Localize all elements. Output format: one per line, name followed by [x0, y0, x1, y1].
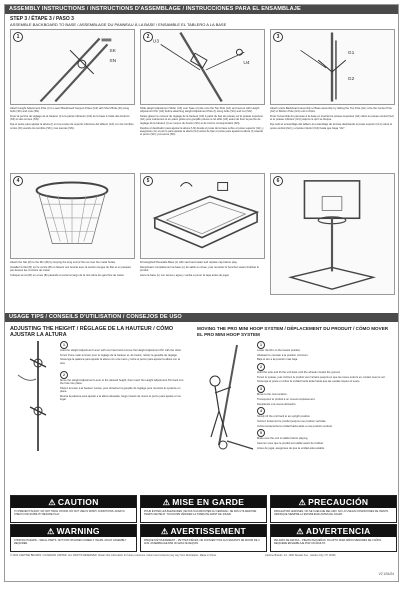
moving-section	[197, 326, 394, 451]
step-text-fr: Placez le levier à la hauteur voulue, puis réinsérez la goupille de réglage pour remettre le système en place.	[60, 386, 181, 394]
legal-text: © 2024 LIFETIME BRANDS / CANADIAN LIMITED. ALL RIGHTS RESERVED. Retain this information for future reference. Colors and contents may vary from illustrations. Made in China.	[10, 554, 217, 557]
step-subtitle: ASSEMBLE BACKBOARD TO BASE / ASSEMBLAGE DU PANNEAU À LA BASE / ENSAMBLE EL TABLERO A LA BASE	[10, 22, 227, 27]
step-text-fr: Fixez l'ensemble du panneau à la base en insérant le poteau supérieur (G1) dans le poteau central (G2) et le poteau inférieur (G3) jusqu'à ce qu'il se bloque.	[270, 115, 394, 122]
step-text-fr: Installez le filet (R) sur le cercle (B) en faisant une boucle avec la section longue du filet et en passant par dessus les crochets de métal.	[10, 265, 131, 273]
step-text-en: Hold the Height Adjustment Lever with one hand and remove the Height Adjustment Pin with the other.	[60, 349, 182, 352]
step-panel-5	[140, 173, 265, 279]
warning-text: RISQUE D'ÉTOUFFEMENT – PETITES PIÈCES. NE CONVIENT PAS AUX ENFANTS DE MOINS DE 3 ANS. ASSEMBLAGE PAR UN ADULTE REQUIS.	[144, 538, 260, 545]
svg-text:U4: U4	[243, 61, 250, 67]
step-panel-4	[10, 173, 135, 279]
step-text-en: Make sure the unit is stable before playing.	[257, 437, 309, 441]
step-text-es: Deslice el deslizador para ajustar la altura (U3) desde el poste de la base sobre el poste superior (G1) y asegúrelo con el perno para ajustar la altura (U4) antes de fijar el poste para ajustar la altura (I) usando el perno (SK) y la tuerca (SN).	[140, 126, 264, 137]
step-text-en: Hold the pole and tilt the unit back until the wheels contact the ground.	[257, 371, 341, 375]
svg-text:G2: G2	[347, 76, 355, 82]
step-2-illustration	[140, 29, 265, 105]
step-text-fr: Tenez d'une main le levier pour le réglage de la hauteur et, de l'autre, retirez la goupille de réglage.	[60, 353, 178, 357]
step-text-es: Mueva la palanca para ajustar a la altura deseada, luego inserte de nuevo el perno para ajustar en su lugar.	[60, 394, 182, 402]
step-1-text	[10, 107, 135, 130]
step-title: STEP 3 / ÉTAPE 3 / PASO 3	[10, 16, 74, 22]
step-text-es: Baje el aro a la posición más baja.	[257, 358, 298, 362]
moving-steps	[257, 341, 392, 451]
move-step-1	[257, 341, 392, 362]
svg-text:SK: SK	[109, 49, 116, 55]
step-text-es: Desplácelo a la nueva ubicación.	[257, 402, 297, 406]
move-step-3	[257, 385, 392, 406]
svg-text:SN: SN	[109, 59, 117, 65]
step-text-fr: Faites glisser le curseur de réglage de la hauteur (U3) à partir du bas du poteau sur le poteau supérieur (G1) puis maintenez-le en place grâce à la goupille prévue à cet effet (U4) avant de fixer la perche de réglage de la hauteur (I) au moyen du boulon (SK) et de l'écrou correspondant (SN).	[140, 115, 264, 125]
adjust-height-title: ADJUSTING THE HEIGHT / RÉGLAGE DE LA HAUTEUR / CÓMO AJUSTAR LA ALTURA	[10, 326, 174, 338]
step-4-text	[10, 261, 135, 277]
step-1-illustration	[10, 29, 135, 105]
avertissement-box	[140, 524, 267, 552]
assembly-title-bar: ASSEMBLY INSTRUCTIONS / INSTRUCTIONS D'ASSEMBLAGE / INSTRUCCIONES PARA EL ENSAMBLAJE	[5, 5, 398, 14]
move-step-5	[257, 429, 392, 450]
caution-box	[10, 495, 137, 523]
step-5-text	[140, 261, 265, 277]
usage-tips-bar: USAGE TIPS / CONSEILS D'UTILISATION / CONSEJOS DE USO	[5, 313, 398, 322]
step-text-en: Attach entire Backboard assembly to Base assembly by sliding the Top Pole (G1) onto the Center Pole (G2) in Bottom Pole (G3) until it clicks.	[270, 107, 392, 114]
warning-label: MISE EN GARDE	[172, 497, 245, 507]
height-lever-drawing	[10, 341, 60, 451]
step-text-en: Lower the Rim to the lowest position.	[257, 349, 301, 352]
step-number: 1	[13, 32, 23, 42]
step-text-fr: Abaissez le cerceau à la position minimum.	[257, 353, 309, 357]
step-number: 4	[257, 407, 265, 415]
step-panel-3	[270, 29, 395, 132]
step-text-fr: Inclinez lentement le produit jusqu'à une position verticale.	[257, 419, 327, 423]
step-number: 1	[60, 341, 68, 349]
warning-text: TO PREVENT INJURY, DO NOT HANG ON RIM. DO NOT USE IN WINDY CONDITIONS. ALWAYS CHECK FOR STABILITY BEFORE PLAY.	[14, 509, 125, 516]
step-panel-2	[140, 29, 265, 138]
step-text-fr: Transportez le produit à un nouvel emplacement.	[257, 397, 316, 401]
step-text-fr: Remplissez complètement la base (L) de sable ou d'eau, puis remettez le bouchon avant d'utiliser le produit.	[140, 265, 260, 273]
warning-text: PARA EVITAR LESIONES, NO SE CUELGUE DEL ARO. NO LO USE EN CONDICIONES DE VIENTO. VERIFIQUE SIEMPRE LA ESTABILIDAD ANTES DE JUGAR.	[274, 509, 389, 516]
step-text-en: Slowly tilt the unit back to an upright position.	[257, 415, 311, 419]
warning-label: AVERTISSEMENT	[170, 526, 246, 536]
warning-label: CAUTION	[57, 497, 99, 507]
warning-text: POUR ÉVITER LES BLESSURES, NE PAS S'ACCROCHER AU CERCEAU. NE PAS UTILISER PAR TEMPS VENTEUX. TOUJOURS VÉRIFIER LA STABILITÉ AVANT DE JOUER.	[144, 509, 257, 516]
step-text-fr: Assurez-vous que le produit est stable avant de l'utiliser.	[257, 441, 324, 445]
step-number: 3	[273, 32, 283, 42]
warning-label: ADVERTENCIA	[305, 526, 371, 536]
warning-triangle-icon: ⚠	[47, 527, 55, 536]
warning-text: PELIGRO DE ASFIXIA – PIEZAS PEQUEÑAS. NO APTO PARA NIÑOS MENORES DE 3 AÑOS. REQUIERE ENSAMBLAJE POR UN ADULTO.	[274, 538, 382, 545]
step-4-illustration	[10, 173, 135, 259]
warning-triangle-icon: ⚠	[298, 498, 307, 507]
step-text-es: Llene la base (L) con arena o agua y vuelva a poner la tapa antes de jugar.	[140, 274, 230, 278]
step-number: 2	[60, 371, 68, 379]
precaucion-box	[270, 495, 397, 523]
svg-text:U3: U3	[152, 39, 160, 45]
advertencia-header	[271, 525, 396, 537]
warning-triangle-icon: ⚠	[48, 498, 56, 507]
step-text-es: Coloque la red (R) en el aro (B) pasando el extremo largo de la red sobre los ganchos de metal.	[10, 274, 125, 278]
step-number: 3	[257, 385, 265, 393]
adjust-step-2	[60, 371, 185, 402]
step-text-en: Attach the Net (R) to the Rim (B) by looping the long end of the net over the metal hooks.	[10, 261, 116, 264]
backboard-to-base-drawing	[271, 30, 394, 104]
step-panel-6	[270, 173, 395, 297]
step-text-en: Slide Height Adjustment Slider (U3) over base of pole onto the Top Pole (G1) and secure with Height Adjustment Pin (U4) before attaching Height Adjustment Pole (I) using bolts (SK) and nut (SN).	[140, 107, 260, 114]
completed-hoop-drawing	[271, 174, 394, 294]
instruction-sheet	[4, 4, 399, 582]
step-text-es: Antes de jugar, asegúrese de que la unidad está estable.	[257, 446, 325, 450]
warning-triangle-icon: ⚠	[296, 527, 304, 536]
step-text-es: Fije todo el ensamblaje del tablero al ensamblaje de la base deslizando el poste superior (G1) sobre el poste central (G2) y el poste inferior (G3) hasta que haga "clic".	[270, 123, 393, 130]
step-text-es: Sostenga la palanca para ajustar la altura con una mano y retire el perno para ajustar la altura con la otra.	[60, 358, 180, 365]
adjust-height-steps	[60, 341, 185, 451]
company-address: Lifetime Brands, Inc. 1000 Stewart Ave., Garden City, NY 11530	[265, 554, 336, 557]
fill-base-drawing	[141, 174, 264, 258]
person-moving-hoop-drawing	[197, 341, 257, 451]
warning-text: CHOKING HAZARD – SMALL PARTS. NOT FOR CHILDREN UNDER 3 YEARS. ADULT ASSEMBLY REQUIRED.	[14, 538, 127, 545]
move-step-2	[257, 363, 392, 384]
mise-en-garde-box	[140, 495, 267, 523]
adjust-step-1	[60, 341, 185, 365]
advertencia-box	[270, 524, 397, 552]
warning-header	[11, 525, 136, 537]
mise-en-garde-header	[141, 496, 266, 508]
step-3-illustration	[270, 29, 395, 105]
step-text-en: Move to the new location.	[257, 393, 288, 397]
step-text-es: Fije el poste para ajustar la altura (I) en los postes de soporte inferiores del tablero (G3) con los tornillos cortos (D) usando los tornillos (SK) y las tuercas (SN).	[10, 123, 134, 130]
net-to-rim-drawing	[11, 174, 134, 258]
adjust-height-section	[10, 326, 188, 451]
step-number: 6	[273, 176, 283, 186]
step-panel-1	[10, 29, 135, 132]
step-number: 2	[143, 32, 153, 42]
step-text-es: Sostenga el poste e incline la unidad hacia atrás hasta que las ruedas toquen el suelo.	[257, 380, 361, 384]
step-text-fr: Tenez le poteau, puis inclinez le produit vers l'arrière jusqu'à ce que les roues entrent en contact avec le sol.	[257, 375, 386, 379]
step-text-es: Incline lentamente la unidad hacia atrás a una posición vertical.	[257, 424, 333, 428]
svg-text:G1: G1	[347, 51, 355, 57]
warning-label: WARNING	[56, 526, 100, 536]
step-number: 4	[13, 176, 23, 186]
move-step-4	[257, 407, 392, 428]
step-number: 1	[257, 341, 265, 349]
moving-title: MOVING THE PRO MINI HOOP SYSTEM / DÉPLACEMENT DU PRODUIT / CÓMO MOVER EL PRO MINI HOOP SYSTEM	[197, 326, 389, 337]
pole-assembly-drawing	[11, 30, 134, 104]
step-6-illustration	[270, 173, 395, 295]
warning-label: PRECAUCIÓN	[308, 497, 369, 507]
warning-box	[10, 524, 137, 552]
avertissement-header	[141, 525, 266, 537]
precaucion-header	[271, 496, 396, 508]
warning-triangle-icon: ⚠	[160, 527, 169, 536]
step-number: 5	[257, 429, 265, 437]
step-text-fr: Fixez la perche de réglage de la hauteur (I) à la partie inférieure (G3) de la base à l'aide des boulons (SK) et des écrous (SN).	[10, 115, 130, 122]
slider-assembly-drawing	[141, 30, 264, 104]
version-label: V2 1/04/24	[378, 572, 394, 576]
step-3-text	[270, 107, 395, 130]
step-5-illustration	[140, 173, 265, 259]
step-number: 5	[143, 176, 153, 186]
caution-header	[11, 496, 136, 508]
step-number: 2	[257, 363, 265, 371]
warning-triangle-icon: ⚠	[162, 498, 171, 507]
step-text-en: Move the Height Adjustment Lever to the desired height, then insert the Height Adjustment Pin back into the hole into place.	[60, 378, 184, 386]
step-text-en: Fill weighted Moveable Base (L) with sand and water and replace cap before play.	[140, 261, 238, 264]
step-text-en: Attach Height Adjustment Pole (I) to Lower Backboard Support Poles (G3) with Short Bolts (D) using bolts (SK) and nuts (SN).	[10, 107, 130, 114]
step-2-text	[140, 107, 265, 137]
